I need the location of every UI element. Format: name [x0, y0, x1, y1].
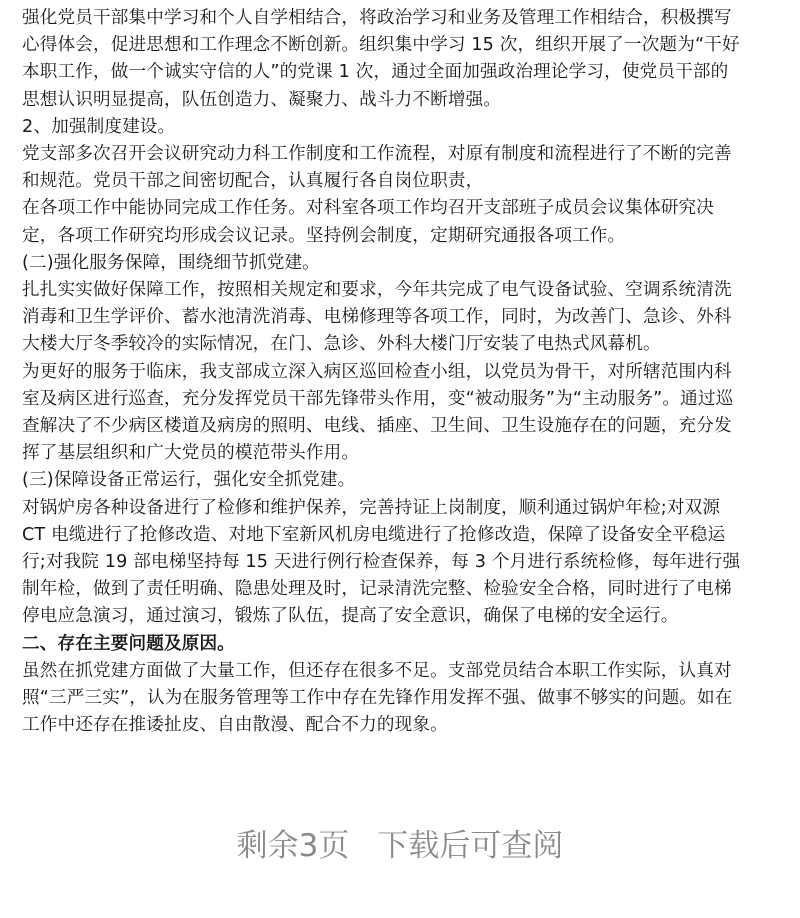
subheading: 2、加强制度建设。	[22, 116, 176, 137]
text-line: 室及病区进行巡查，充分发挥党员干部先锋带头作用，变“被动服务”为“主动服务”。通过巡	[22, 388, 734, 409]
text-line: 大楼大厅冬季较冷的实际情况，在门、急诊、外科大楼门厅安装了电热式风幕机。	[22, 334, 661, 355]
document-body	[22, 5, 782, 739]
text-line: 消毒和卫生学评价、蓄水池清洗消毒、电梯修理等各项工作，同时，为改善门、急诊、外科	[22, 307, 732, 328]
text-line: CT 电缆进行了抢修改造、对地下室新风机房电缆进行了抢修改造，保障了设备安全平稳运	[22, 524, 726, 545]
remaining-pages-label: 剩余3页	[236, 828, 350, 864]
text-line: 在各项工作中能协同完成工作任务。对科室各项工作均召开支部班子成员会议集体研究决	[22, 198, 715, 219]
text-line: 为更好的服务于临床，我支部成立深入病区巡回检查小组，以党员为骨干，对所辖范围内科	[22, 361, 732, 382]
text-line: 虽然在抓党建方面做了大量工作，但还存在很多不足。支部党员结合本职工作实际，认真对	[22, 660, 732, 681]
download-prompt[interactable]	[0, 820, 800, 865]
text-line: 挥了基层组织和广大党员的模范带头作用。	[22, 443, 360, 464]
section-heading: 二、存在主要问题及原因。	[22, 633, 235, 654]
text-line: 心得体会，促进思想和工作理念不断创新。组织集中学习 15 次，组织开展了一次题为“干好	[22, 35, 740, 56]
text-line: 扎扎实实做好保障工作，按照相关规定和要求，今年共完成了电气设备试验、空调系统清洗	[22, 280, 732, 301]
text-line: 停电应急演习，通过演习，锻炼了队伍，提高了安全意识，确保了电梯的安全运行。	[22, 606, 679, 627]
text-line: 对锅炉房各种设备进行了检修和维护保养，完善持证上岗制度，顺利通过锅炉年检;对双源	[22, 497, 721, 518]
text-line: 党支部多次召开会议研究动力科工作制度和工作流程，对原有制度和流程进行了不断的完善	[22, 144, 732, 165]
text-line: 强化党员干部集中学习和个人自学相结合，将政治学习和业务及管理工作相结合，积极撰写	[22, 8, 732, 28]
text-line: 制年检，做到了责任明确、隐患处理及时，记录清洗完整、检验安全合格，同时进行了电梯	[22, 579, 732, 600]
text-line: 和规范。党员干部之间密切配合，认真履行各自岗位职责，	[22, 171, 484, 192]
text-line: 本职工作，做一个诚实守信的人”的党课 1 次，通过全面加强政治理论学习，使党员干部的	[22, 62, 729, 83]
subheading: (三)保障设备正常运行，强化安全抓党建。	[22, 470, 356, 491]
download-to-view-label: 下载后可查阅	[377, 828, 564, 864]
text-line: 定，各项工作研究均形成会议记录。坚持例会制度，定期研究通报各项工作。	[22, 225, 626, 246]
text-line: 工作中还存在推诿扯皮、自由散漫、配合不力的现象。	[22, 715, 448, 736]
text-line: 照“三严三实”，认为在服务管理等工作中存在先锋作用发挥不强、做事不够实的问题。如在	[22, 688, 733, 709]
text-line: 行;对我院 19 部电梯坚持每 15 天进行例行检查保养，每 3 个月进行系统检修，每年进行强	[22, 552, 741, 573]
text-line: 思想认识明显提高，队伍创造力、凝聚力、战斗力不断增强。	[22, 89, 502, 110]
text-line: 查解决了不少病区楼道及病房的照明、电线、插座、卫生间、卫生设施存在的问题，充分发	[22, 416, 732, 437]
subheading: (二)强化服务保障，围绕细节抓党建。	[22, 252, 320, 273]
